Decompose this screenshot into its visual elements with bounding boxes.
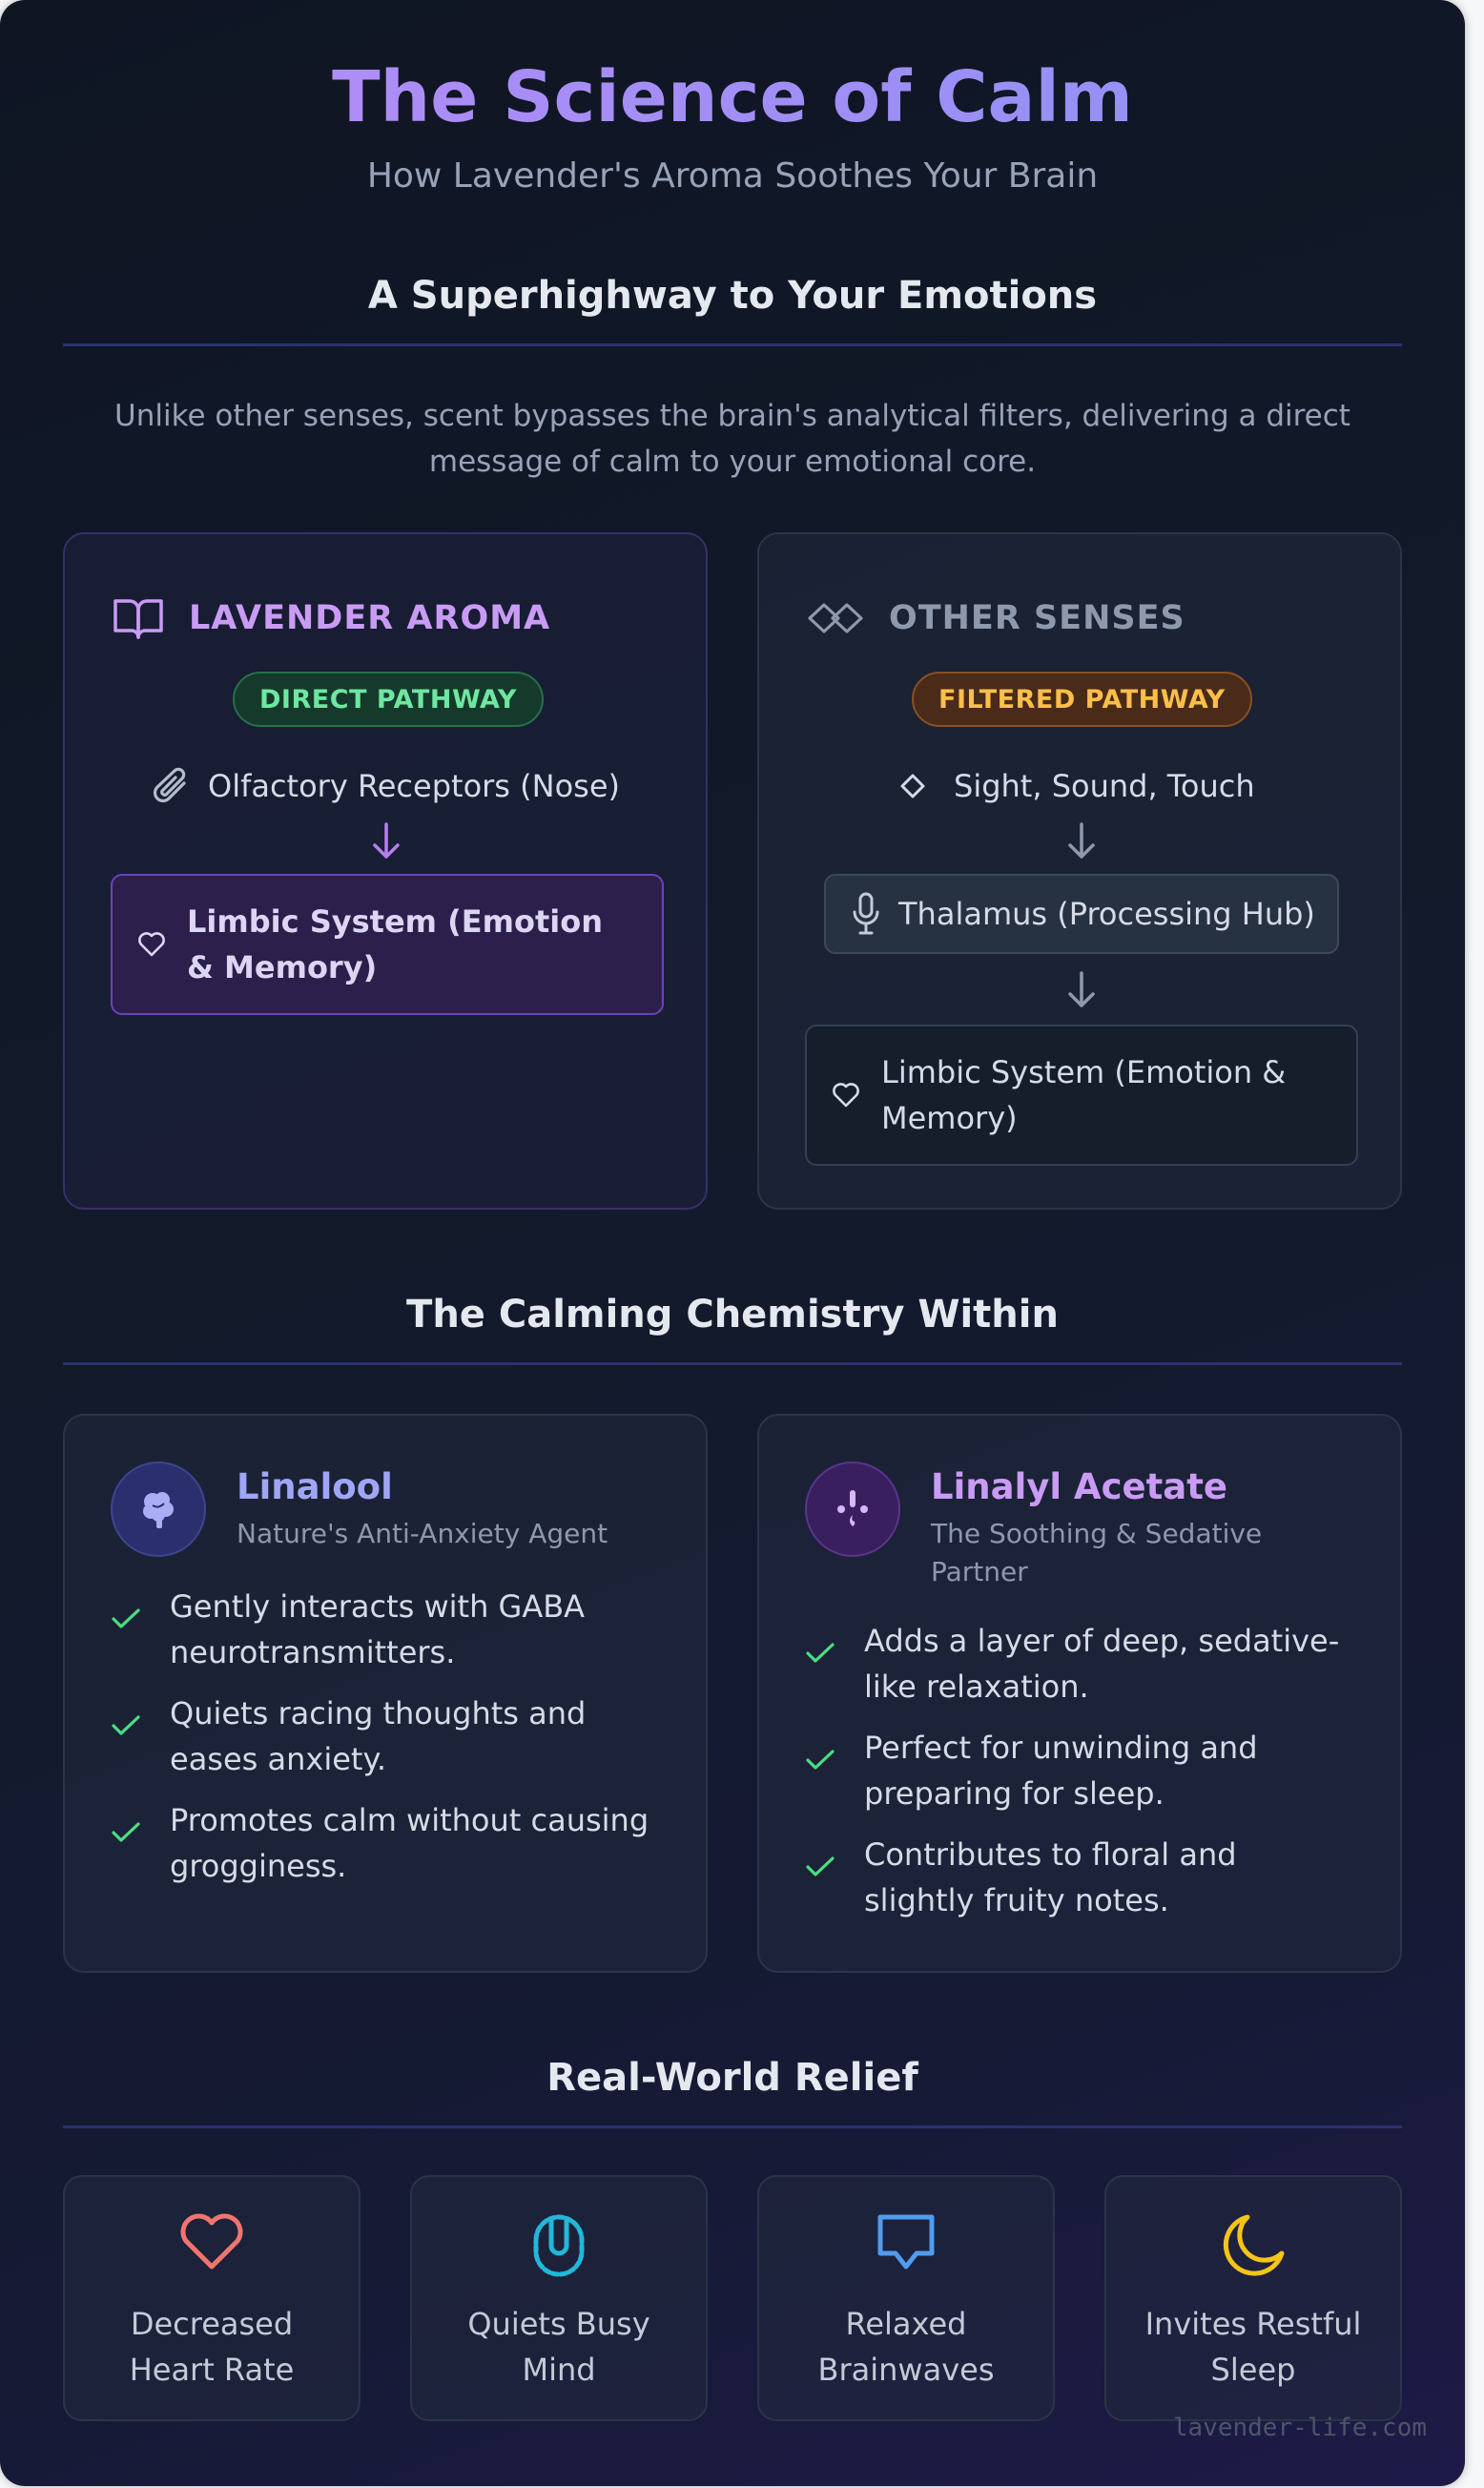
linalyl-benefits-list xyxy=(805,1618,1362,1939)
benefit-line: neurotransmitters. xyxy=(170,1634,456,1670)
section-intro xyxy=(76,393,1389,485)
sight-sound-touch-step xyxy=(898,759,1255,813)
list-item xyxy=(111,1690,668,1782)
linalyl-acetate-tagline xyxy=(931,1515,1331,1591)
relief-label xyxy=(74,2301,349,2393)
limbic-label xyxy=(187,899,603,990)
limbic-line: & Memory) xyxy=(187,949,378,985)
benefit-line: eases anxiety. xyxy=(170,1741,386,1777)
checkmark-icon xyxy=(111,1584,170,1643)
intro-line: Unlike other senses, scent bypasses the brain's analytical filters, delivering a direct xyxy=(114,399,1350,433)
paperclip-icon xyxy=(153,766,191,806)
limbic-system-direct-box xyxy=(111,874,664,1015)
list-item xyxy=(111,1797,668,1889)
tagline-line: The Soothing & Sedative xyxy=(931,1518,1263,1549)
arrow-down-icon xyxy=(368,820,404,862)
relief-card-busy-mind xyxy=(410,2175,708,2421)
benefit-line: Adds a layer of deep, sedative- xyxy=(864,1623,1340,1659)
section-divider xyxy=(63,1362,1402,1365)
checkmark-icon xyxy=(805,1725,864,1784)
benefit-line: preparing for sleep. xyxy=(864,1775,1165,1812)
heart-icon xyxy=(178,2211,245,2272)
relief-card-brainwaves xyxy=(757,2175,1055,2421)
relief-line: Sleep xyxy=(1210,2352,1296,2388)
arrow-down-icon xyxy=(1063,969,1100,1011)
thalamus-label: Thalamus (Processing Hub) xyxy=(898,896,1315,932)
benefit-line: Promotes calm without causing xyxy=(170,1802,649,1838)
tagline-line: Partner xyxy=(931,1556,1028,1587)
benefit-line: grogginess. xyxy=(170,1848,347,1884)
section-title-superhighway: A Superhighway to Your Emotions xyxy=(367,274,1098,318)
sight-sound-touch-label: Sight, Sound, Touch xyxy=(954,768,1255,804)
olfactory-step xyxy=(153,759,620,813)
olfactory-label: Olfactory Receptors (Nose) xyxy=(208,768,620,804)
lavender-pathway-card xyxy=(63,532,708,1210)
relief-line: Heart Rate xyxy=(129,2352,295,2388)
intro-line: message of calm to your emotional core. xyxy=(428,445,1037,479)
list-item xyxy=(805,1832,1362,1923)
site-watermark: lavender-life.com xyxy=(1172,2414,1427,2442)
linalyl-acetate-card xyxy=(757,1414,1402,1973)
lavender-card-heading xyxy=(113,590,550,647)
page-title: The Science of Calm xyxy=(0,50,1465,145)
mind-icon xyxy=(525,2211,593,2280)
relief-card-heart-rate xyxy=(63,2175,361,2421)
limbic-line: Limbic System (Emotion xyxy=(187,903,603,940)
relief-line: Invites Restful xyxy=(1144,2306,1362,2342)
page-subtitle: How Lavender's Aroma Soothes Your Brain xyxy=(366,156,1099,196)
linalyl-acetate-name: Linalyl Acetate xyxy=(931,1466,1228,1507)
limbic-label xyxy=(881,1049,1286,1141)
linalool-card xyxy=(63,1414,708,1973)
relief-line: Relaxed xyxy=(845,2306,967,2342)
section-divider xyxy=(63,2125,1402,2128)
relief-label xyxy=(769,2301,1043,2393)
list-item xyxy=(111,1584,668,1675)
droplets-icon xyxy=(805,1462,900,1557)
double-diamond-icon xyxy=(807,601,864,635)
heart-icon xyxy=(137,931,166,958)
relief-line: Quiets Busy xyxy=(467,2306,650,2342)
checkmark-icon xyxy=(805,1618,864,1677)
benefit-line: Perfect for unwinding and xyxy=(864,1730,1258,1766)
list-item xyxy=(805,1618,1362,1710)
checkmark-icon xyxy=(111,1690,170,1750)
relief-line: Mind xyxy=(522,2352,596,2388)
brain-icon xyxy=(111,1462,206,1557)
direct-pathway-badge: DIRECT PATHWAY xyxy=(233,672,544,727)
diamond-icon xyxy=(898,772,927,800)
linalool-name: Linalool xyxy=(237,1466,393,1507)
benefit-line: Quiets racing thoughts and xyxy=(170,1695,587,1731)
filtered-pathway-badge: FILTERED PATHWAY xyxy=(912,672,1252,727)
linalool-tagline: Nature's Anti-Anxiety Agent xyxy=(237,1518,608,1549)
wave-frame-icon xyxy=(875,2211,938,2278)
section-divider xyxy=(63,343,1402,346)
checkmark-icon xyxy=(805,1832,864,1891)
other-senses-card xyxy=(757,532,1402,1210)
thalamus-box xyxy=(824,874,1339,954)
other-senses-heading xyxy=(807,590,1185,647)
section-title-chemistry: The Calming Chemistry Within xyxy=(406,1293,1059,1337)
benefit-line: Gently interacts with GABA xyxy=(170,1588,586,1625)
relief-line: Decreased xyxy=(130,2306,294,2342)
relief-card-restful-sleep xyxy=(1104,2175,1402,2421)
relief-label xyxy=(422,2301,696,2393)
list-item xyxy=(805,1725,1362,1816)
open-book-icon xyxy=(113,595,164,641)
moon-icon xyxy=(1219,2211,1288,2280)
benefit-line: like relaxation. xyxy=(864,1669,1089,1705)
lavender-aroma-label: LAVENDER AROMA xyxy=(189,599,551,637)
benefit-line: slightly fruity notes. xyxy=(864,1882,1169,1918)
checkmark-icon xyxy=(111,1797,170,1856)
microphone-icon xyxy=(851,891,881,937)
linalool-benefits-list xyxy=(111,1584,668,1904)
limbic-system-filtered-box xyxy=(805,1025,1358,1166)
limbic-line: Limbic System (Emotion & xyxy=(881,1054,1287,1090)
relief-line: Brainwaves xyxy=(817,2352,995,2388)
benefit-line: Contributes to floral and xyxy=(864,1836,1237,1873)
heart-icon xyxy=(832,1082,860,1109)
limbic-line: Memory) xyxy=(881,1100,1018,1136)
relief-label xyxy=(1116,2301,1391,2393)
section-title-relief: Real-World Relief xyxy=(546,2056,918,2100)
arrow-down-icon xyxy=(1063,820,1100,862)
other-senses-label: OTHER SENSES xyxy=(889,599,1185,637)
